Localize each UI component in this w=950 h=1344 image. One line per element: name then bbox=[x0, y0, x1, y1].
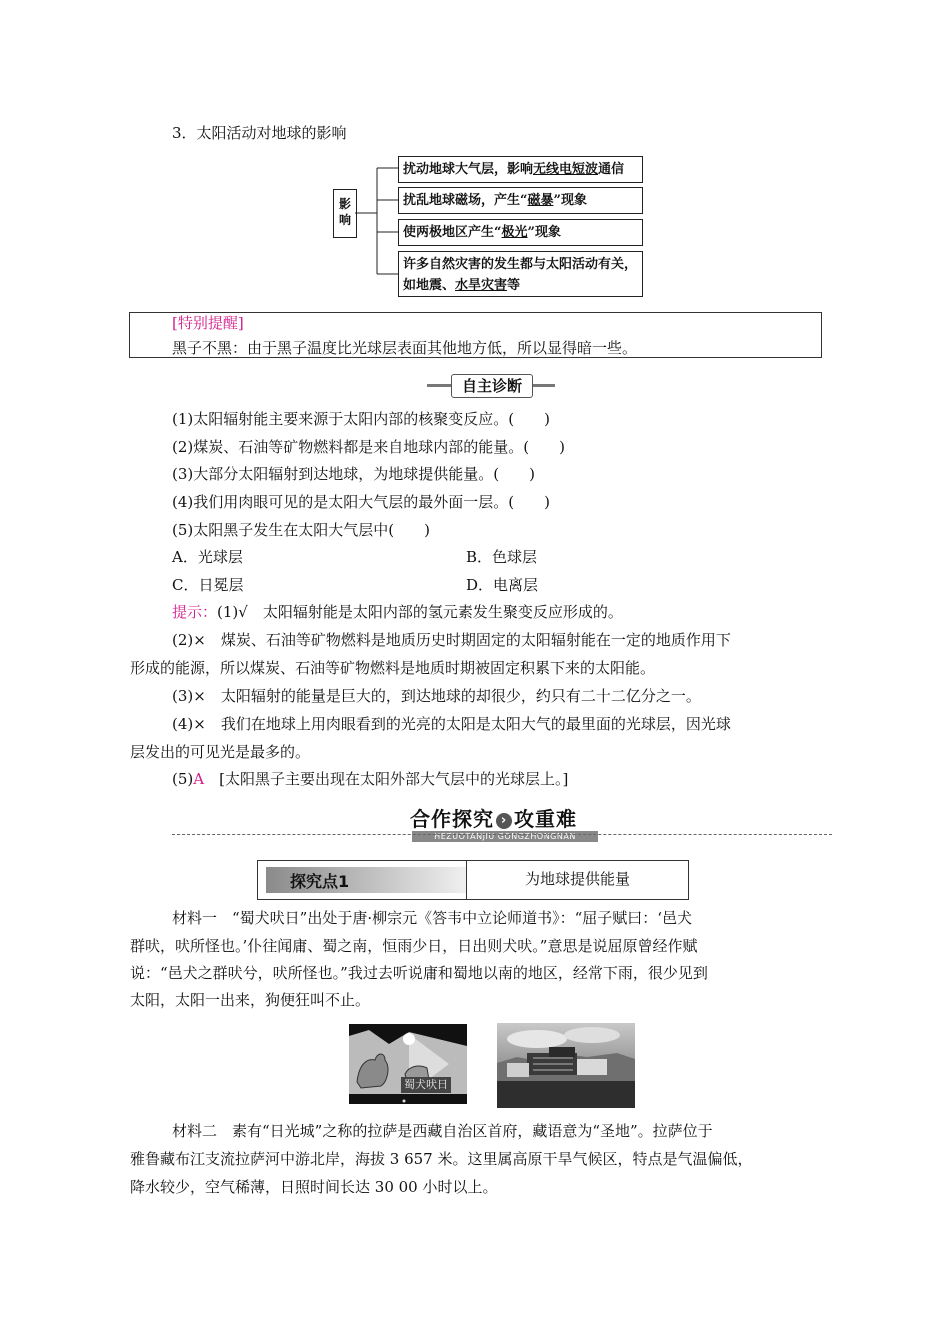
image-caption: 蜀犬吠日 bbox=[401, 1077, 451, 1093]
answer-4-line1: (4)× 我们在地球上用肉眼看到的光亮的太阳是太阳大气的最里面的光球层，因光球 bbox=[172, 715, 731, 733]
reminder-title: [特别提醒] bbox=[172, 314, 244, 332]
diagram-root: 影响 bbox=[333, 189, 357, 238]
question-5: (5)太阳黑子发生在太阳大气层中( ) bbox=[172, 521, 430, 539]
banner-subtitle: HEZUOTANJIU GONGZHONGNAN bbox=[412, 831, 598, 842]
option-d: D．电离层 bbox=[466, 576, 539, 594]
option-a: A．光球层 bbox=[172, 548, 243, 566]
inquiry-point-topic: 为地球提供能量 bbox=[466, 861, 688, 899]
diagram-item-radio: 扰动地球大气层，影响无线电短波通信 bbox=[398, 156, 643, 183]
diagram-item-aurora: 使两极地区产生“极光”现象 bbox=[398, 219, 643, 246]
hint-label: 提示： bbox=[172, 603, 218, 621]
inquiry-point-label: 探究点1 bbox=[290, 872, 350, 891]
answer-2-line2: 形成的能源，所以煤炭、石油等矿物燃料是地质时期被固定积累下来的太阳能。 bbox=[130, 659, 656, 677]
material2-line2: 雅鲁藏布江支流拉萨河中游北岸，海拔 3 657 米。这里属高原干旱气候区，特点是气温偏低， bbox=[130, 1150, 753, 1168]
material1-line4: 太阳，太阳一出来，狗便狂叫不止。 bbox=[130, 991, 371, 1009]
answer-5: (5)A [太阳黑子主要出现在太阳外部大气层中的光球层上。] bbox=[172, 770, 569, 788]
question-1: (1)太阳辐射能主要来源于太阳内部的核聚变反应。( ) bbox=[172, 410, 550, 428]
self-diagnosis-banner bbox=[427, 374, 555, 396]
inquiry-point-box bbox=[257, 860, 689, 900]
potala-palace-image bbox=[497, 1023, 635, 1108]
arrow-icon: › bbox=[496, 813, 512, 829]
special-reminder-box bbox=[129, 312, 822, 358]
option-b: B．色球层 bbox=[466, 548, 538, 566]
cooperation-banner bbox=[410, 803, 600, 841]
answer-2-line1: (2)× 煤炭、石油等矿物燃料是地质历史时期固定的太阳辐射能在一定的地质作用下 bbox=[172, 631, 731, 649]
answer-1: 提示：(1)√ 太阳辐射能是太阳内部的氢元素发生聚变反应形成的。 bbox=[172, 603, 623, 621]
dog-barking-image bbox=[349, 1024, 467, 1104]
material1-line1: 材料一 “蜀犬吠日”出处于唐·柳宗元《答韦中立论师道书》：“屈子赋曰：‘邑犬 bbox=[172, 909, 693, 927]
answer-3: (3)× 太阳辐射的能量是巨大的，到达地球的却很少，约只有二十二亿分之一。 bbox=[172, 687, 701, 705]
material2-line3: 降水较少，空气稀薄，日照时间长达 30 00 小时以上。 bbox=[130, 1178, 498, 1196]
question-2: (2)煤炭、石油等矿物燃料都是来自地球内部的能量。( ) bbox=[172, 438, 565, 456]
banner-title-2: 攻重难 bbox=[514, 807, 577, 831]
reminder-body: 黑子不黑：由于黑子温度比光球层表面其他地方低，所以显得暗一些。 bbox=[172, 339, 638, 357]
inquiry-point-label-bg bbox=[266, 867, 466, 893]
option-c: C．日冕层 bbox=[172, 576, 244, 594]
diagram-item-disasters: 许多自然灾害的发生都与太阳活动有关， 如地震、水旱灾害等 bbox=[398, 251, 643, 297]
banner-title: 合作探究 bbox=[410, 807, 494, 831]
section-heading: 3．太阳活动对地球的影响 bbox=[172, 124, 347, 142]
dashed-divider bbox=[172, 834, 832, 835]
question-4: (4)我们用肉眼可见的是太阳大气层的最外面一层。( ) bbox=[172, 493, 550, 511]
diagram-connector bbox=[355, 160, 400, 285]
material2-line1: 材料二 素有“日光城”之称的拉萨是西藏自治区首府，藏语意为“圣地”。拉萨位于 bbox=[172, 1122, 713, 1140]
self-diagnosis-title: 自主诊断 bbox=[451, 374, 533, 398]
answer-4-line2: 层发出的可见光是最多的。 bbox=[130, 743, 311, 761]
material1-line3: 说：“邑犬之群吠兮，吠所怪也。”我过去听说庸和蜀地以南的地区，经常下雨，很少见到 bbox=[130, 964, 708, 982]
question-3: (3)大部分太阳辐射到达地球，为地球提供能量。( ) bbox=[172, 465, 535, 483]
material1-line2: 群吠，吠所怪也。’仆往闻庸、蜀之南，恒雨少日，日出则犬吠。”意思是说屈原曾经作赋 bbox=[130, 937, 698, 955]
diagram-item-magnetic-storm: 扰乱地球磁场，产生“磁暴”现象 bbox=[398, 187, 643, 214]
